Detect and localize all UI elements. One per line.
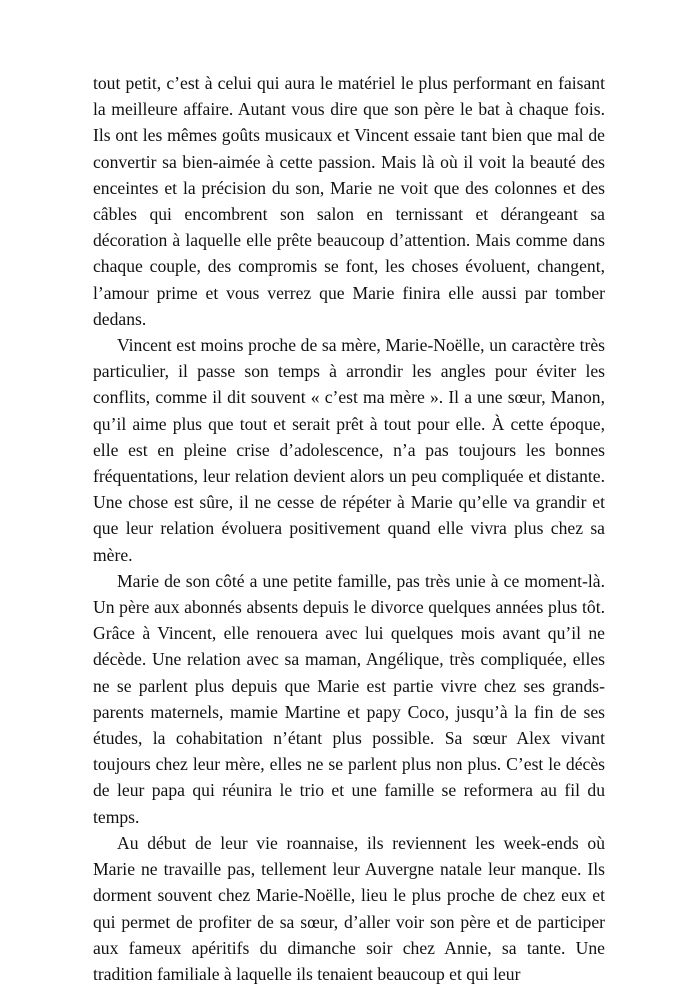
paragraph-4: Au début de leur vie roannaise, ils reviennent les week-ends où Marie ne travaille pas, tellement leur Auvergne natale leur manque. Ils dorment souvent chez Marie-Noëlle, lieu le plus proche de chez eux et qui permet de profiter de sa sœur, d’aller voir son père et de participer aux fameux apéritifs du dimanche soir chez Annie, sa tante. Une tradition familiale à laquelle ils tenaient beaucoup et qui leur bbox=[93, 832, 605, 984]
paragraph-1: tout petit, c’est à celui qui aura le matériel le plus performant en faisant la meilleure affaire. Autant vous dire que son père le bat à chaque fois. Ils ont les mêmes goûts musicaux et Vincent essaie tant bien que mal de convertir sa bien-aimée à cette passion. Mais là où il voit la beauté des enceintes et la précision du son, Marie ne voit que des colonnes et des câbles qui encombrent son salon en ternissant et dérangeant sa décoration à laquelle elle prête beaucoup d’attention. Mais comme dans chaque couple, des compromis se font, les choses évoluent, changent, l’amour prime et vous verrez que Marie finira elle aussi par tomber dedans. bbox=[93, 73, 605, 329]
paragraph-2: Vincent est moins proche de sa mère, Marie-Noëlle, un caractère très particulier, il passe son temps à arrondir les angles pour éviter les conflits, comme il dit souvent « c’est ma mère ». Il a une sœur, Manon, qu’il aime plus que tout et serait prêt à tout pour elle. À cette époque, elle est en pleine crise d’adolescence, n’a pas toujours les bonnes fréquentations, leur relation devient alors un peu compliquée et distante. Une chose est sûre, il ne cesse de répéter à Marie qu’elle va grandir et que leur relation évoluera positivement quand elle vivra plus chez sa mère. bbox=[93, 335, 605, 565]
paragraph-3: Marie de son côté a une petite famille, pas très unie à ce moment-là. Un père aux abonnés absents depuis le divorce quelques années plus tôt. Grâce à Vincent, elle renouera avec lui quelques mois avant qu’il ne décède. Une relation avec sa maman, Angélique, très compliquée, elles ne se parlent plus depuis que Marie est partie vivre chez ses grands-parents maternels, mamie Martine et papy Coco, jusqu’à la fin de ses études, la cohabitation n’étant plus possible. Sa sœur Alex vivant toujours chez leur mère, elles ne se parlent plus non plus. C’est le décès de leur papa qui réunira le trio et une famille se reformera au fil du temps. bbox=[93, 570, 605, 827]
book-page bbox=[93, 70, 605, 987]
